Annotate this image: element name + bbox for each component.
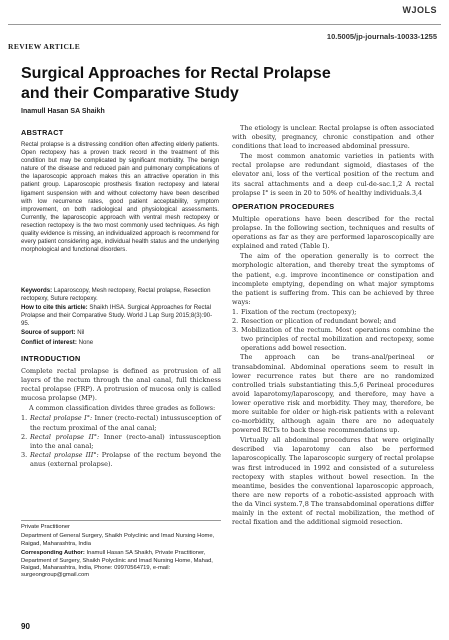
- grade-item: [21, 433, 221, 451]
- source-of-support: [21, 329, 219, 337]
- source-text: Nil: [77, 329, 85, 336]
- grade-item-term: Rectal prolapse III°:: [30, 450, 99, 459]
- grade-item-number: 1.: [21, 414, 28, 423]
- footnote-corresponding: [21, 550, 221, 580]
- grade-item-text: Prolapse of the rectum beyond the anus (external prolapse).: [30, 450, 221, 468]
- ops-paragraph-2: The aim of the operation generally is to correct the morphologic alteration, and thereby treat the symptoms of the patient, e.g. improve incontinence or constipation and incomplete emptying, depending on what major symptoms the patient is suffering from. This can be achieved by three ways:: [232, 252, 434, 306]
- corresponding-text: Inamull Hasan SA Shaikh, Private Practitioner, Department of Surgery, Shaikh Polyclinic and Imad Nursing Home, Mahad, Raigad, Maharashtra, India, Phone: 09970564719, e-mail: surgeongroup@gmail.com: [21, 550, 213, 579]
- keywords-label: Keywords:: [21, 287, 53, 294]
- abstract-paragraph: Rectal prolapse is a distressing condition often affecting elderly patients. Open rectopexy has a proven track record in the treatment of this condition but may be complicated by significant morbidity. The benign nature of the disease and reduced pain and pulmonary complications of the laparoscopic approach makes this an attractive operation in this patient group. Laparoscopic prosthesis fixation rectopexy and lateral ligament suspension with and without colectomy have been described with low recurrence rates, good patient acceptability, symptom improvement, on both radiological and physiological assessments. Currently, the laparoscopic approach with ventral mesh rectopexy or resection rectopexy is the two most commonly used techniques. As high quality evidence is missing, an individualized approach is recommend for every patient considering age, individual health status and the underlying morphological and functional disorders.: [21, 141, 219, 254]
- etiology-paragraph: The etiology is unclear. Rectal prolapse is often associated with obesity, pregnancy, chronic constipation and other conditions that lead to increased abdominal pressure.: [232, 124, 434, 151]
- introduction-heading: INTRODUCTION: [21, 354, 81, 363]
- approach-item: [232, 317, 434, 326]
- grade-item-text: Inner (recto-anal) intussusception into the anal canal;: [30, 432, 221, 450]
- abstract-heading: ABSTRACT: [21, 128, 64, 137]
- author-footnote: [21, 520, 221, 582]
- anatomy-paragraph: The most common anatomic varieties in patients with rectal prolapse are redundant sigmoid, diastases of the elevator ani, loss of the vertical position of the rectum and its sacral attachments and a deep cul-de-sac.1,2 A rectal prolapse I° is seen in 20 to 50% of healthy individuals.3,4: [232, 152, 434, 197]
- grade-item: [21, 414, 221, 432]
- footnote-role: Private Practitioner: [21, 524, 70, 530]
- intro-paragraph-1: Complete rectal prolapse is defined as protrusion of all layers of the rectum through the anal canal, full thickness rectal prolapse (FRP). A protrusion of mucosa only is called mucosa prolapse (MP).: [21, 367, 221, 403]
- grade-list: [21, 414, 221, 469]
- approach-item-text: Mobilization of the rectum. Most operations combine the two principles of rectal mobilization and rectopexy, some operations add bowel resection.: [241, 326, 434, 353]
- abstract-text: [21, 141, 219, 255]
- conflict-of-interest: [21, 339, 219, 347]
- citation-label: How to cite this article:: [21, 304, 88, 311]
- doi[interactable]: 10.5005/jp-journals-10033-1255: [326, 32, 437, 41]
- author-name: Inamull Hasan SA Shaikh: [21, 108, 105, 115]
- header-divider: [8, 24, 441, 25]
- approach-item-number: 1.: [232, 307, 239, 316]
- corresponding-label: Corresponding Author:: [21, 550, 85, 557]
- intro-paragraph-2: A common classification divides three grades as follows:: [29, 404, 216, 413]
- grade-item-number: 2.: [21, 432, 28, 441]
- journal-name: WJOLS: [402, 5, 437, 15]
- grade-item: [21, 451, 221, 469]
- approach-item-text: Resection or plication of redundant bowel; and: [241, 317, 397, 326]
- approach-list: [232, 308, 434, 353]
- approach-item-number: 3.: [232, 326, 239, 335]
- article-title: Surgical Approaches for Rectal Prolapse and their Comparative Study: [21, 65, 331, 102]
- ops-paragraph-4: Virtually all abdominal procedures that were originally described via laparotomy can also be performed laparoscopically. The laparoscopic surgery of rectal prolapse was first introduced in 1992 and consisted of a sutureless rectopexy with staples without bowel resection. In the meantime, besides the conventional laparoscopic approach, there are new reports of a robotic-assisted approach with the da Vinci system.7,8 The transabdominal operations differ mainly in the extent of rectal mobilization, the method of rectal fixation and the additional sigmoid resection.: [232, 436, 434, 527]
- grade-item-term: Rectal prolapse I°:: [30, 414, 93, 423]
- approach-item-number: 2.: [232, 317, 239, 326]
- approach-item: [232, 326, 434, 353]
- article-type: REVIEW ARTICLE: [8, 42, 81, 51]
- grade-item-text: Inner (recto-rectal) intussusception of the rectum proximal of the anal canal;: [30, 414, 221, 432]
- keywords-text: Laparoscopy, Mesh rectopexy, Rectal prolapse, Resection rectopexy, Suture rectopexy.: [21, 287, 211, 303]
- right-column-intro: [232, 124, 434, 199]
- ops-paragraph-1: Multiple operations have been described for the rectal prolapse. In the following section, techniques and results of operations as far as they are performed laparoscopically are explained and rated (Table I).: [232, 215, 434, 251]
- keywords: [21, 287, 219, 303]
- page-number: 90: [21, 622, 30, 631]
- source-label: Source of support:: [21, 329, 76, 336]
- operation-procedures-heading: OPERATION PROCEDURES: [232, 202, 335, 211]
- citation: [21, 304, 219, 328]
- ops-paragraph-3: The approach can be trans-anal/perineal or transabdominal. Abdominal operations seem to result in lower recurrence rates but there are no randomized controlled trials substantiating this.5,6 Perineal procedures avoid laparotomy/laparoscopy, and therefore, may have a lower operative risk and morbidity. They may, therefore, be more suitable for older or high-risk patients with a relevant co-morbidity, although again there are no adequately powered RCTs to back these recommendations up.: [232, 353, 434, 435]
- approach-item-text: Fixation of the rectum (rectopexy);: [241, 307, 357, 316]
- citation-text: Shaikh IHSA. Surgical Approaches for Rectal Prolapse and their Comparative Study. World J Lap Surg 2015;8(3):90-95.: [21, 304, 213, 328]
- footnote-affiliation: Department of General Surgery, Shaikh Polyclinic and Imad Nursing Home, Raigad, Maharashtra, India: [21, 533, 215, 547]
- grade-item-term: Rectal prolapse II°:: [30, 432, 100, 441]
- conflict-text: None: [78, 339, 94, 346]
- grade-item-number: 3.: [21, 450, 28, 459]
- approach-item: [232, 308, 434, 317]
- conflict-label: Conflict of interest:: [21, 339, 77, 346]
- introduction-body: [21, 367, 221, 469]
- operation-procedures-body: [232, 215, 434, 528]
